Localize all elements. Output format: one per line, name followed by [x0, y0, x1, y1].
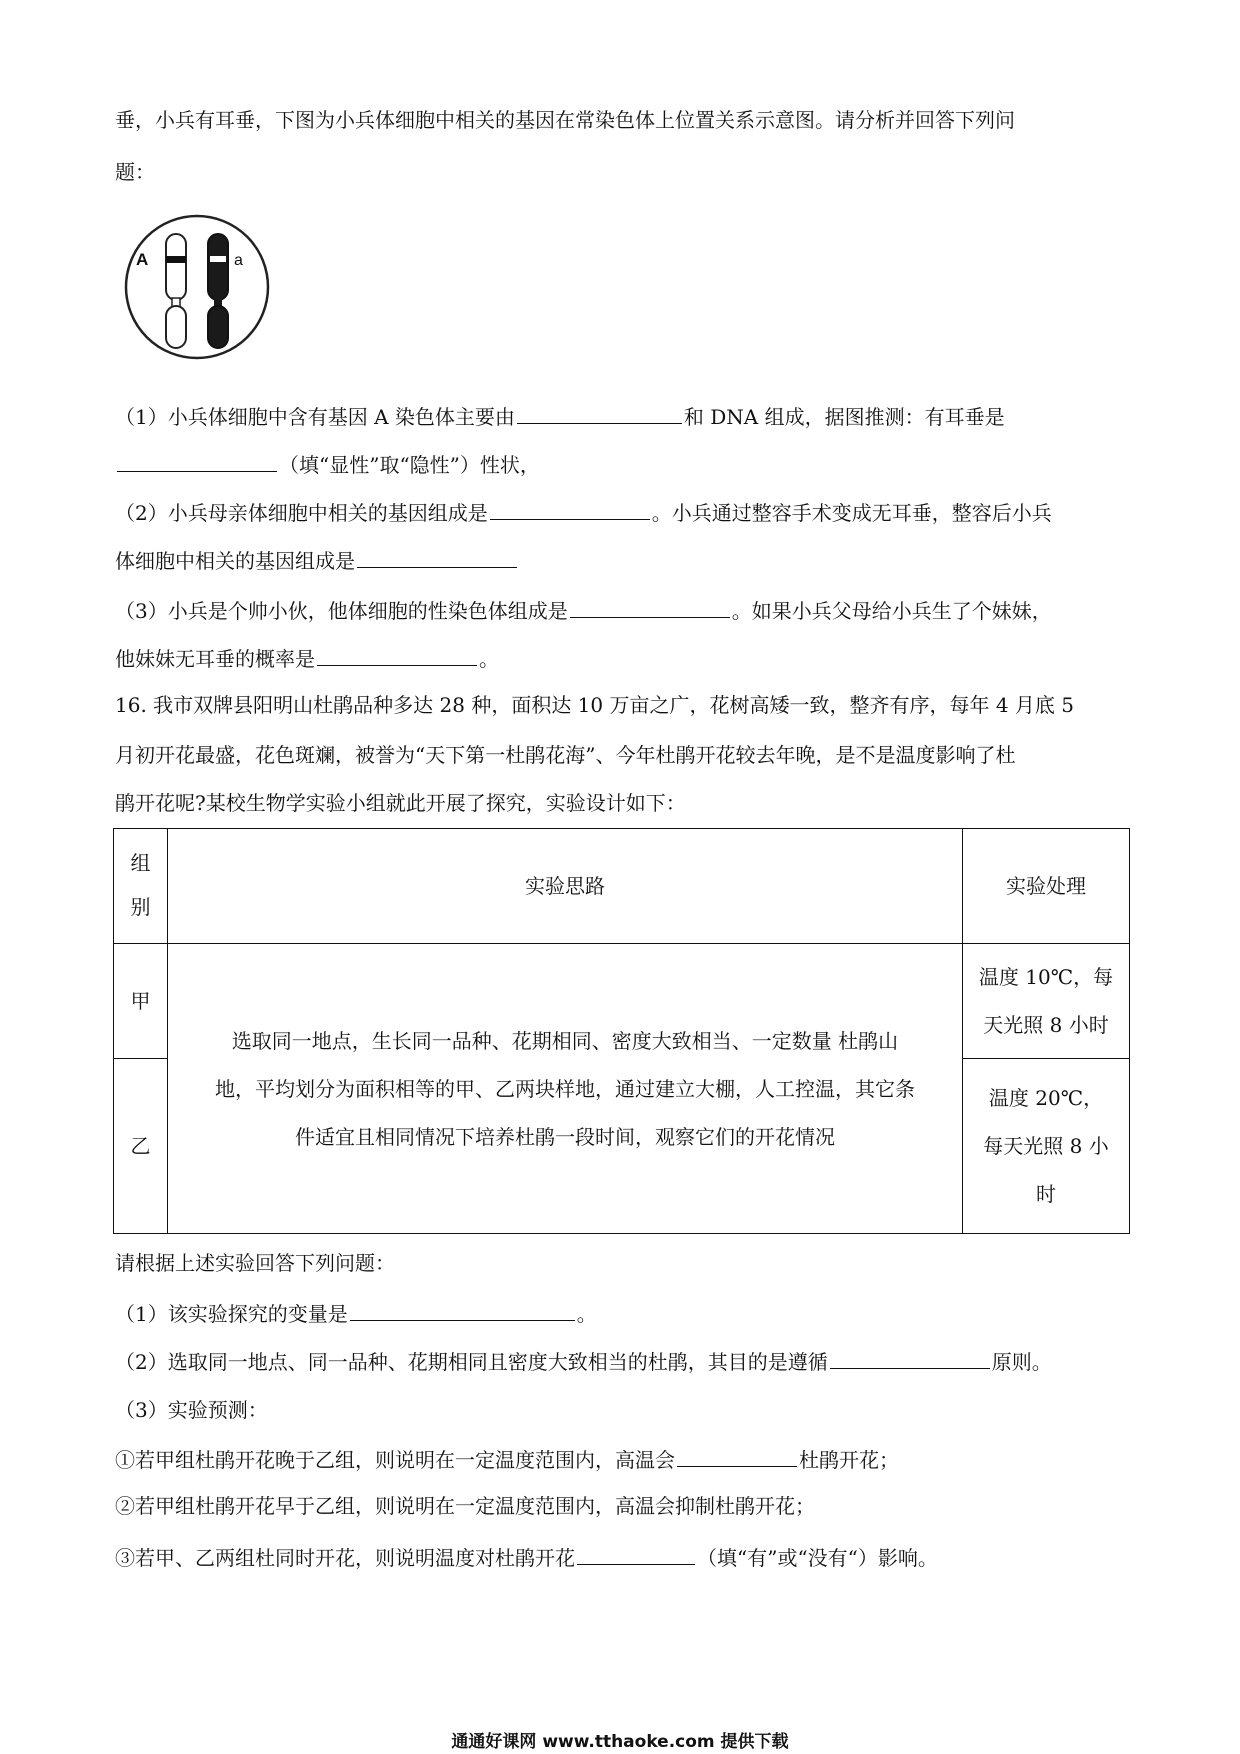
idea-line-1: 选取同一地点，生长同一品种、花期相同、密度大致相当、一定数量 杜鹃山	[231, 1028, 899, 1053]
treatment-jia-line-2: 天光照 8 小时	[983, 1013, 1109, 1037]
c1a-text: ①若甲组杜鹃开花晚于乙组，则说明在一定温度范围内，高温会	[115, 1448, 675, 1472]
q15-part2-line2	[115, 549, 519, 571]
idea-cell	[168, 944, 963, 1234]
idea-line-2: 地，平均划分为面积相等的甲、乙两块样地，通过建立大棚，人工控温，其它条	[215, 1076, 915, 1101]
answer-blank[interactable]	[350, 1302, 575, 1321]
intro-line-2: 题：	[115, 160, 155, 184]
q2a-text: （2）选取同一地点、同一品种、花期相同且密度大致相当的杜鹃，其目的是遵循	[115, 1350, 828, 1374]
answer-blank[interactable]	[830, 1350, 990, 1369]
table-row	[114, 944, 1130, 1059]
q15-p1b-text: 和 DNA 组成，据图推测：有耳垂是	[683, 405, 1005, 429]
c3a-text: ③若甲、乙两组杜同时开花，则说明温度对杜鹃开花	[115, 1546, 575, 1570]
gene-label-A: A	[136, 250, 149, 269]
prediction-1	[115, 1448, 899, 1470]
idea-line-3: 件适宜且相同情况下培养杜鹃一段时间，观察它们的开花情况	[295, 1124, 835, 1149]
answer-blank[interactable]	[570, 599, 730, 618]
q15-part3-line1	[115, 599, 1052, 621]
q15-p1c-text: （填“显性”取“隐性”）性状，	[279, 453, 540, 477]
header-treatment-cell: 实验处理	[963, 829, 1130, 944]
q15-part2-line1	[115, 501, 1052, 523]
answer-blank[interactable]	[317, 647, 477, 666]
intro-line-1: 垂，小兵有耳垂，下图为小兵体细胞中相关的基因在常染色体上位置关系示意图。请分析并回答下列问	[115, 108, 1015, 132]
q15-p3d-text: 。	[479, 647, 499, 671]
prediction-3	[115, 1546, 938, 1568]
q2b-text: 原则。	[991, 1350, 1052, 1374]
q16-line-3: 鹃开花呢?某校生物学实验小组就此开展了探究，实验设计如下：	[115, 791, 686, 815]
answer-blank[interactable]	[577, 1546, 695, 1565]
gene-label-a: a	[234, 252, 243, 269]
answer-blank[interactable]	[517, 405, 682, 424]
header-group-char2: 别	[130, 895, 151, 919]
treatment-yi-cell	[963, 1059, 1130, 1234]
questions-intro: 请根据上述实验回答下列问题：	[115, 1251, 395, 1275]
treatment-jia-cell	[963, 944, 1130, 1059]
group-yi-cell: 乙	[114, 1059, 168, 1234]
group-jia-cell: 甲	[114, 944, 168, 1059]
q15-p2a-text: （2）小兵母亲体细胞中相关的基因组成是	[115, 501, 488, 525]
header-group-cell	[114, 829, 168, 944]
q1b-text: 。	[576, 1302, 597, 1326]
answer-blank[interactable]	[357, 549, 517, 568]
table-header-row	[114, 829, 1130, 944]
chromosome-diagram	[122, 212, 272, 362]
q16-line-1: 16. 我市双牌县阳明山杜鹃品种多达 28 种，面积达 10 万亩之广，花树高矮一致，整齐有序，每年 4 月底 5	[115, 693, 1075, 717]
treatment-yi-line-1: 温度 20℃，	[988, 1086, 1104, 1110]
prediction-2: ②若甲组杜鹃开花早于乙组，则说明在一定温度范围内，高温会抑制杜鹃开花；	[115, 1494, 815, 1518]
q1a-text: （1）该实验探究的变量是	[115, 1302, 348, 1326]
footer-source: 通通好课网 www.tthaoke.com 提供下载	[451, 1732, 789, 1752]
header-idea-cell: 实验思路	[168, 829, 963, 944]
question-1	[115, 1302, 597, 1324]
q15-p2c-text: 体细胞中相关的基因组成是	[115, 549, 355, 573]
q15-part1-line1	[115, 405, 1005, 427]
q15-p1a-text: （1）小兵体细胞中含有基因 A 染色体主要由	[115, 405, 515, 429]
answer-blank[interactable]	[677, 1448, 797, 1467]
q15-p2b-text: 。小兵通过整容手术变成无耳垂，整容后小兵	[651, 501, 1052, 525]
question-3: （3）实验预测：	[115, 1398, 268, 1422]
treatment-yi-line-3: 时	[1036, 1182, 1056, 1206]
q15-part1-line2	[115, 453, 540, 475]
experiment-table	[113, 828, 1130, 1234]
header-group-char1: 组	[130, 851, 151, 875]
question-2	[115, 1350, 1052, 1372]
answer-blank[interactable]	[490, 501, 650, 520]
treatment-yi-line-2: 每天光照 8 小	[983, 1134, 1109, 1158]
q16-line-2: 月初开花最盛，花色斑斓，被誉为“天下第一杜鹃花海”、今年杜鹃开花较去年晚，是不是温度影响了杜	[115, 743, 1016, 767]
answer-blank[interactable]	[117, 453, 277, 472]
q15-p3b-text: 。如果小兵父母给小兵生了个妹妹，	[731, 599, 1052, 623]
q15-p3c-text: 他妹妹无耳垂的概率是	[115, 647, 315, 671]
c3b-text: （填“有”或“没有“）影响。	[697, 1546, 938, 1570]
q15-part3-line2	[115, 647, 499, 669]
treatment-jia-line-1: 温度 10℃，每	[978, 965, 1114, 989]
c1b-text: 杜鹃开花；	[799, 1448, 899, 1472]
q15-p3a-text: （3）小兵是个帅小伙，他体细胞的性染色体组成是	[115, 599, 568, 623]
